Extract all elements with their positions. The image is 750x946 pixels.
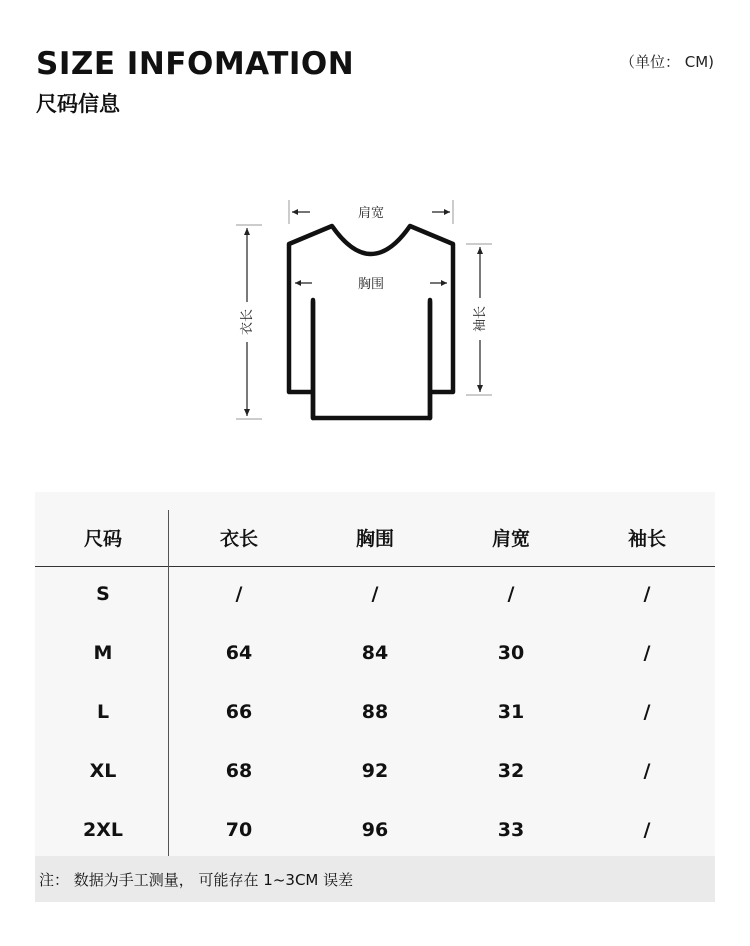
table-cell: L [96,701,110,723]
table-cell: 2XL [83,819,123,841]
measurement-note [35,856,715,902]
table-cell: / [643,819,651,841]
table-row [35,630,715,676]
table-cell: 31 [497,701,525,723]
table-cell: 84 [361,642,389,664]
table-header-row [35,508,715,566]
table-cell: 96 [361,819,389,841]
table-cell: 68 [225,760,253,782]
table-cell: 92 [361,760,389,782]
table-cell: XL [89,760,117,782]
table-cell: / [643,642,651,664]
table-row [35,689,715,735]
column-divider [168,510,169,856]
table-cell: / [643,701,651,723]
table-cell: 88 [361,701,389,723]
garment-measurement-diagram [220,190,520,440]
header-cell-chest: 胸围 [355,527,394,550]
header-cell-length: 衣长 [219,527,258,550]
page-title-cn: 尺码信息 [36,92,120,116]
table-cell: 30 [497,642,525,664]
body-length-label: 衣长 [240,308,255,336]
header-divider [35,566,715,567]
page-title-en: SIZE INFOMATION [36,46,355,82]
table-row [35,571,715,617]
table-row [35,748,715,794]
table-cell: 33 [497,819,525,841]
table-row [35,807,715,853]
table-cell: / [643,760,651,782]
table-cell: 70 [225,819,253,841]
table-cell: 66 [225,701,253,723]
table-cell: M [93,642,113,664]
table-cell: / [371,583,379,605]
table-cell: / [643,583,651,605]
chest-label: 胸围 [357,277,385,292]
header-cell-shoulder: 肩宽 [491,527,530,550]
measurement-note-text: 注： 数据为手工测量， 可能存在 1~3CM 误差 [39,870,354,889]
table-cell: 64 [225,642,253,664]
header-cell-size: 尺码 [83,527,122,550]
size-table [35,492,715,902]
table-cell: 32 [497,760,525,782]
sleeve-length-label: 袖长 [473,305,488,333]
unit-label: （单位： CM) [619,53,714,71]
shoulder-width-label: 肩宽 [357,206,385,221]
header-cell-sleeve: 袖长 [627,527,666,550]
table-cell: / [235,583,243,605]
table-cell: S [96,583,110,605]
table-cell: / [507,583,515,605]
